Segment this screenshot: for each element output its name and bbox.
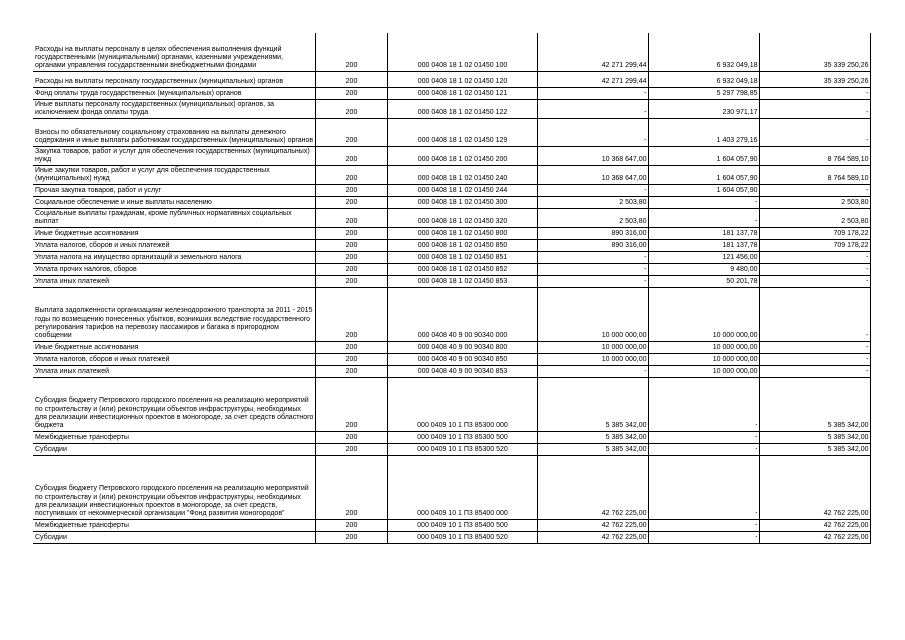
unexecuted-amount-cell: 42 762 225,00 <box>759 519 870 531</box>
approved-amount-cell: - <box>537 263 648 275</box>
budget-classification-code-cell: 000 0408 18 1 02 01450 852 <box>387 263 537 275</box>
approved-amount-cell: 42 762 225,00 <box>537 455 648 519</box>
executed-amount-cell: 230 971,17 <box>648 99 759 118</box>
expense-name-cell: Субсидии <box>33 531 315 543</box>
line-code-cell: 200 <box>315 531 387 543</box>
budget-execution-table <box>33 33 871 544</box>
table-row <box>33 275 870 287</box>
budget-classification-code-cell: 000 0408 40 9 00 90340 853 <box>387 365 537 377</box>
table-body <box>33 33 870 543</box>
unexecuted-amount-cell: - <box>759 263 870 275</box>
budget-classification-code-cell: 000 0409 10 1 П3 85300 000 <box>387 377 537 431</box>
table-row <box>33 196 870 208</box>
budget-classification-code-cell: 000 0408 18 1 02 01450 244 <box>387 184 537 196</box>
line-code-cell: 200 <box>315 287 387 341</box>
line-code-cell: 200 <box>315 118 387 146</box>
expense-name-cell: Иные закупки товаров, работ и услуг для обеспечения государственных (муниципальных) нужд <box>33 165 315 184</box>
executed-amount-cell: 181 137,78 <box>648 239 759 251</box>
approved-amount-cell: 42 762 225,00 <box>537 519 648 531</box>
executed-amount-cell: 6 932 049,18 <box>648 71 759 87</box>
executed-amount-cell: 1 604 057,90 <box>648 184 759 196</box>
expense-name-cell: Прочая закупка товаров, работ и услуг <box>33 184 315 196</box>
expense-name-cell: Уплата налогов, сборов и иных платежей <box>33 353 315 365</box>
budget-classification-code-cell: 000 0408 18 1 02 01450 200 <box>387 146 537 165</box>
table-row <box>33 377 870 431</box>
executed-amount-cell: 5 297 798,85 <box>648 87 759 99</box>
table-row <box>33 33 870 71</box>
budget-classification-code-cell: 000 0408 18 1 02 01450 853 <box>387 275 537 287</box>
executed-amount-cell: - <box>648 531 759 543</box>
unexecuted-amount-cell: - <box>759 365 870 377</box>
budget-classification-code-cell: 000 0408 18 1 02 01450 129 <box>387 118 537 146</box>
expense-name-cell: Социальные выплаты гражданам, кроме публичных нормативных социальных выплат <box>33 208 315 227</box>
expense-name-cell: Субсидия бюджету Петровского городского поселения на реализацию мероприятий по строительству и (или) реконструкции объектов инфраструктуры, необходимых для реализации инвестиционных проектов в моногороде, за счет средств областного бюджета <box>33 377 315 431</box>
unexecuted-amount-cell: 2 503,80 <box>759 196 870 208</box>
executed-amount-cell: 10 000 000,00 <box>648 341 759 353</box>
approved-amount-cell: 10 000 000,00 <box>537 287 648 341</box>
unexecuted-amount-cell: - <box>759 99 870 118</box>
approved-amount-cell: - <box>537 184 648 196</box>
table-row <box>33 287 870 341</box>
line-code-cell: 200 <box>315 33 387 71</box>
line-code-cell: 200 <box>315 99 387 118</box>
budget-classification-code-cell: 000 0408 18 1 02 01450 122 <box>387 99 537 118</box>
table-row <box>33 87 870 99</box>
expense-name-cell: Уплата иных платежей <box>33 365 315 377</box>
line-code-cell: 200 <box>315 196 387 208</box>
budget-classification-code-cell: 000 0408 18 1 02 01450 120 <box>387 71 537 87</box>
expense-name-cell: Субсидия бюджету Петровского городского поселения на реализацию мероприятий по строительству и (или) реконструкции объектов инфраструктуры, необходимых для реализации инвестиционных проектов в моногороде, за счет средств, поступивших от некоммерческой организации "Фонд развития моногородов" <box>33 455 315 519</box>
approved-amount-cell: 890 316,00 <box>537 227 648 239</box>
unexecuted-amount-cell: 35 339 250,26 <box>759 33 870 71</box>
approved-amount-cell: 42 762 225,00 <box>537 531 648 543</box>
line-code-cell: 200 <box>315 353 387 365</box>
approved-amount-cell: - <box>537 99 648 118</box>
unexecuted-amount-cell: - <box>759 287 870 341</box>
line-code-cell: 200 <box>315 275 387 287</box>
approved-amount-cell: 10 368 647,00 <box>537 146 648 165</box>
table-row <box>33 118 870 146</box>
expense-name-cell: Межбюджетные трансферты <box>33 519 315 531</box>
unexecuted-amount-cell: 709 178,22 <box>759 239 870 251</box>
executed-amount-cell: 10 000 000,00 <box>648 287 759 341</box>
expense-name-cell: Иные бюджетные ассигнования <box>33 227 315 239</box>
unexecuted-amount-cell: - <box>759 87 870 99</box>
line-code-cell: 200 <box>315 377 387 431</box>
executed-amount-cell: - <box>648 377 759 431</box>
expense-name-cell: Расходы на выплаты персоналу в целях обеспечения выполнения функций государственными (муниципальными) органами, казенными учреждениями, органами управления государственными внебюджетными фондами <box>33 33 315 71</box>
budget-classification-code-cell: 000 0409 10 1 П3 85400 000 <box>387 455 537 519</box>
executed-amount-cell: - <box>648 431 759 443</box>
budget-classification-code-cell: 000 0408 40 9 00 90340 800 <box>387 341 537 353</box>
expense-name-cell: Уплата налога на имущество организаций и земельного налога <box>33 251 315 263</box>
expense-name-cell: Уплата иных платежей <box>33 275 315 287</box>
budget-classification-code-cell: 000 0409 10 1 П3 85300 520 <box>387 443 537 455</box>
executed-amount-cell: - <box>648 208 759 227</box>
table-row <box>33 531 870 543</box>
executed-amount-cell: 1 604 057,90 <box>648 165 759 184</box>
table-row <box>33 455 870 519</box>
line-code-cell: 200 <box>315 87 387 99</box>
unexecuted-amount-cell: 5 385 342,00 <box>759 443 870 455</box>
approved-amount-cell: 10 368 647,00 <box>537 165 648 184</box>
approved-amount-cell: - <box>537 275 648 287</box>
expense-name-cell: Межбюджетные трансферты <box>33 431 315 443</box>
line-code-cell: 200 <box>315 165 387 184</box>
executed-amount-cell: - <box>648 455 759 519</box>
expense-name-cell: Взносы по обязательному социальному страхованию на выплаты денежного содержания и иные выплаты работникам государственных (муниципальных) органов <box>33 118 315 146</box>
approved-amount-cell: - <box>537 251 648 263</box>
executed-amount-cell: 1 403 279,16 <box>648 118 759 146</box>
approved-amount-cell: 890 316,00 <box>537 239 648 251</box>
unexecuted-amount-cell: 5 385 342,00 <box>759 431 870 443</box>
unexecuted-amount-cell: - <box>759 341 870 353</box>
approved-amount-cell: - <box>537 365 648 377</box>
budget-classification-code-cell: 000 0408 18 1 02 01450 121 <box>387 87 537 99</box>
expense-name-cell: Уплата прочих налогов, сборов <box>33 263 315 275</box>
unexecuted-amount-cell: 42 762 225,00 <box>759 455 870 519</box>
table-row <box>33 146 870 165</box>
line-code-cell: 200 <box>315 263 387 275</box>
table-row <box>33 431 870 443</box>
budget-classification-code-cell: 000 0408 18 1 02 01450 320 <box>387 208 537 227</box>
budget-classification-code-cell: 000 0408 18 1 02 01450 300 <box>387 196 537 208</box>
line-code-cell: 200 <box>315 431 387 443</box>
unexecuted-amount-cell: 8 764 589,10 <box>759 165 870 184</box>
line-code-cell: 200 <box>315 341 387 353</box>
table-row <box>33 227 870 239</box>
table-row <box>33 251 870 263</box>
line-code-cell: 200 <box>315 208 387 227</box>
approved-amount-cell: 42 271 299,44 <box>537 33 648 71</box>
approved-amount-cell: - <box>537 118 648 146</box>
expense-name-cell: Социальное обеспечение и иные выплаты населению <box>33 196 315 208</box>
budget-classification-code-cell: 000 0408 18 1 02 01450 100 <box>387 33 537 71</box>
unexecuted-amount-cell: 8 764 589,10 <box>759 146 870 165</box>
unexecuted-amount-cell: - <box>759 353 870 365</box>
executed-amount-cell: 9 480,00 <box>648 263 759 275</box>
expense-name-cell: Закупка товаров, работ и услуг для обеспечения государственных (муниципальных) нужд <box>33 146 315 165</box>
line-code-cell: 200 <box>315 443 387 455</box>
unexecuted-amount-cell: 5 385 342,00 <box>759 377 870 431</box>
approved-amount-cell: 10 000 000,00 <box>537 353 648 365</box>
unexecuted-amount-cell: 42 762 225,00 <box>759 531 870 543</box>
executed-amount-cell: 50 201,78 <box>648 275 759 287</box>
budget-classification-code-cell: 000 0409 10 1 П3 85400 500 <box>387 519 537 531</box>
executed-amount-cell: 1 604 057,90 <box>648 146 759 165</box>
executed-amount-cell: 6 932 049,18 <box>648 33 759 71</box>
table-row <box>33 184 870 196</box>
unexecuted-amount-cell: - <box>759 275 870 287</box>
budget-classification-code-cell: 000 0408 40 9 00 90340 000 <box>387 287 537 341</box>
line-code-cell: 200 <box>315 455 387 519</box>
budget-classification-code-cell: 000 0408 18 1 02 01450 240 <box>387 165 537 184</box>
executed-amount-cell: 121 456,00 <box>648 251 759 263</box>
approved-amount-cell: 42 271 299,44 <box>537 71 648 87</box>
executed-amount-cell: - <box>648 443 759 455</box>
executed-amount-cell: 10 000 000,00 <box>648 353 759 365</box>
unexecuted-amount-cell: - <box>759 251 870 263</box>
approved-amount-cell: 5 385 342,00 <box>537 443 648 455</box>
budget-classification-code-cell: 000 0409 10 1 П3 85300 500 <box>387 431 537 443</box>
table-row <box>33 443 870 455</box>
expense-name-cell: Иные выплаты персоналу государственных (муниципальных) органов, за исключением фонда оплаты труда <box>33 99 315 118</box>
expense-name-cell: Субсидии <box>33 443 315 455</box>
budget-classification-code-cell: 000 0408 18 1 02 01450 850 <box>387 239 537 251</box>
line-code-cell: 200 <box>315 251 387 263</box>
expense-name-cell: Расходы на выплаты персоналу государственных (муниципальных) органов <box>33 71 315 87</box>
unexecuted-amount-cell: 2 503,80 <box>759 208 870 227</box>
unexecuted-amount-cell: 35 339 250,26 <box>759 71 870 87</box>
table-row <box>33 99 870 118</box>
approved-amount-cell: 5 385 342,00 <box>537 377 648 431</box>
approved-amount-cell: - <box>537 87 648 99</box>
table-row <box>33 365 870 377</box>
executed-amount-cell: - <box>648 196 759 208</box>
line-code-cell: 200 <box>315 519 387 531</box>
table-row <box>33 71 870 87</box>
table-row <box>33 519 870 531</box>
line-code-cell: 200 <box>315 239 387 251</box>
budget-classification-code-cell: 000 0409 10 1 П3 85400 520 <box>387 531 537 543</box>
unexecuted-amount-cell: - <box>759 184 870 196</box>
expense-name-cell: Иные бюджетные ассигнования <box>33 341 315 353</box>
executed-amount-cell: - <box>648 519 759 531</box>
line-code-cell: 200 <box>315 227 387 239</box>
executed-amount-cell: 10 000 000,00 <box>648 365 759 377</box>
budget-classification-code-cell: 000 0408 18 1 02 01450 800 <box>387 227 537 239</box>
expense-name-cell: Выплата задолженности организациям железнодорожного транспорта за 2011 - 2015 годы по возмещению понесенных убытков, возникших вследствие государственного регулирования тарифов на перевозку пассажиров и багажа в пригородном сообщении <box>33 287 315 341</box>
expense-name-cell: Фонд оплаты труда государственных (муниципальных) органов <box>33 87 315 99</box>
budget-classification-code-cell: 000 0408 40 9 00 90340 850 <box>387 353 537 365</box>
line-code-cell: 200 <box>315 146 387 165</box>
line-code-cell: 200 <box>315 365 387 377</box>
unexecuted-amount-cell: 709 178,22 <box>759 227 870 239</box>
line-code-cell: 200 <box>315 184 387 196</box>
line-code-cell: 200 <box>315 71 387 87</box>
approved-amount-cell: 2 503,80 <box>537 208 648 227</box>
budget-classification-code-cell: 000 0408 18 1 02 01450 851 <box>387 251 537 263</box>
table-row <box>33 263 870 275</box>
executed-amount-cell: 181 137,78 <box>648 227 759 239</box>
approved-amount-cell: 10 000 000,00 <box>537 341 648 353</box>
unexecuted-amount-cell: - <box>759 118 870 146</box>
table-row <box>33 353 870 365</box>
table-row <box>33 341 870 353</box>
table-row <box>33 239 870 251</box>
table-row <box>33 208 870 227</box>
approved-amount-cell: 5 385 342,00 <box>537 431 648 443</box>
table-row <box>33 165 870 184</box>
expense-name-cell: Уплата налогов, сборов и иных платежей <box>33 239 315 251</box>
approved-amount-cell: 2 503,80 <box>537 196 648 208</box>
